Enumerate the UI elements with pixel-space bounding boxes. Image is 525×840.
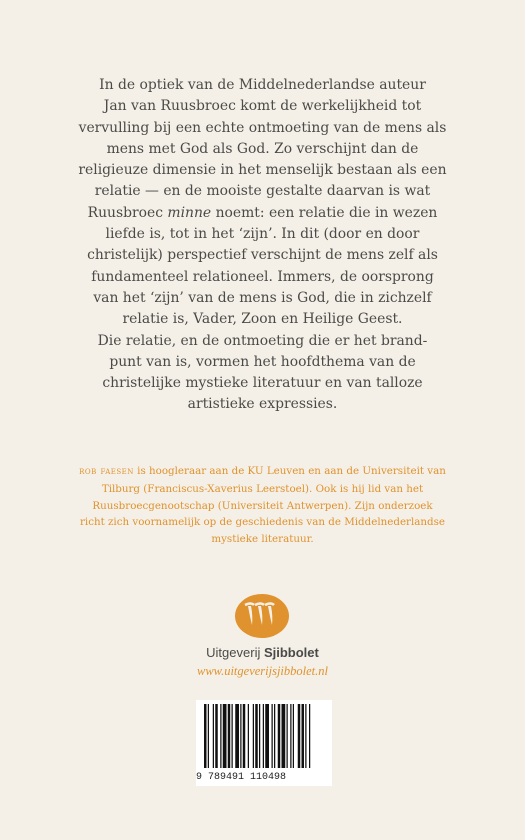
barcode-bar: [302, 704, 305, 768]
barcode-bar: [220, 704, 221, 768]
isbn-digits: 9 789491 110498: [196, 772, 287, 783]
barcode-bar: [287, 704, 288, 768]
bio-text: is hoogleraar aan de KU Leuven en aan de Universiteit van: [133, 465, 446, 477]
barcode-bar: [278, 704, 281, 768]
barcode-bar: [274, 704, 275, 768]
blurb-line: christelijk) perspectief verschijnt de mens zelf als: [87, 247, 438, 264]
bio-line: mystieke literatuur.: [211, 533, 314, 546]
publisher-brand: Sjibbolet: [263, 645, 319, 660]
blurb-line: artistieke expressies.: [187, 396, 338, 413]
barcode-bar: [248, 704, 249, 768]
bio-line: richt zich voornamelijk op de geschiedenis van de Middelnederlandse: [79, 516, 445, 529]
blurb-text: Ruusbroec: [87, 204, 168, 221]
barcode-bar: [213, 704, 214, 768]
barcode-bar: [235, 704, 239, 768]
barcode-bar: [305, 704, 306, 768]
barcode-bars: [196, 700, 332, 772]
barcode-bar: [223, 704, 227, 768]
blurb-line: van het ‘zijn’ van de mens is God, die in zichzelf: [93, 289, 432, 306]
blurb-line: [60, 203, 465, 224]
barcode-bar: [272, 704, 273, 768]
barcode-bar: [290, 704, 291, 768]
sjibbolet-logo-icon: [234, 593, 290, 639]
barcode-bar: [228, 704, 231, 768]
barcode-bar: [309, 704, 310, 768]
blurb-line: mens met God als God. Zo verschijnt dan de: [106, 140, 419, 157]
barcode-bar: [253, 704, 254, 768]
barcode-bar: [265, 704, 269, 768]
author-name: rob faesen: [79, 466, 134, 477]
publisher-name: [0, 645, 525, 660]
publisher-prefix: Uitgeverij: [206, 645, 264, 660]
barcode-bar: [232, 704, 233, 768]
blurb-line: religieuze dimensie in het menselijk bestaan als een: [78, 162, 447, 179]
barcode-bar: [240, 704, 241, 768]
isbn-barcode: [196, 700, 332, 786]
blurb-line: Jan van Ruusbroec komt de werkelijkheid tot: [103, 98, 422, 115]
barcode-bar: [293, 704, 294, 768]
bio-line: [60, 463, 465, 481]
barcode-bar: [215, 704, 218, 768]
blurb-text: noemt: een relatie die in wezen: [211, 204, 438, 221]
barcode-bar: [298, 704, 301, 768]
barcode-bar: [204, 704, 207, 768]
barcode-bar: [255, 704, 258, 768]
blurb-line: liefde is, tot in het ‘zijn’. In dit (door en door: [105, 226, 420, 243]
bio-line: Tilburg (Franciscus-Xaverius Leerstoel). Ook is hij lid van het: [101, 482, 424, 495]
author-bio: [60, 463, 465, 548]
blurb-line: fundamenteel relationeel. Immers, de oorsprong: [91, 268, 434, 285]
bio-line: Ruusbroecgenootschap (Universiteit Antwerpen). Zijn onderzoek: [92, 499, 433, 512]
blurb-line: christelijke mystieke literatuur en van talloze: [102, 375, 423, 392]
barcode-bar: [243, 704, 246, 768]
blurb-line: In de optiek van de Middelnederlandse auteur: [99, 77, 426, 93]
blurb-line: relatie — en de mooiste gestalte daarvan is wat: [94, 183, 431, 200]
blurb-line: punt van is, vormen het hoofdthema van de: [109, 353, 416, 370]
blurb-emphasis: minne: [167, 204, 212, 221]
barcode-bar: [259, 704, 260, 768]
barcode-bar: [263, 704, 264, 768]
back-cover-blurb: [60, 75, 465, 416]
barcode-bar: [282, 704, 286, 768]
barcode-bar: [208, 704, 209, 768]
publisher-url: www.uitgeverijsjibbolet.nl: [196, 664, 328, 678]
blurb-line: relatie is, Vader, Zoon en Heilige Geest.: [122, 311, 403, 328]
blurb-line: Die relatie, en de ontmoeting die er het brand-: [97, 332, 428, 349]
blurb-line: vervulling bij een echte ontmoeting van de mens als: [78, 119, 447, 136]
